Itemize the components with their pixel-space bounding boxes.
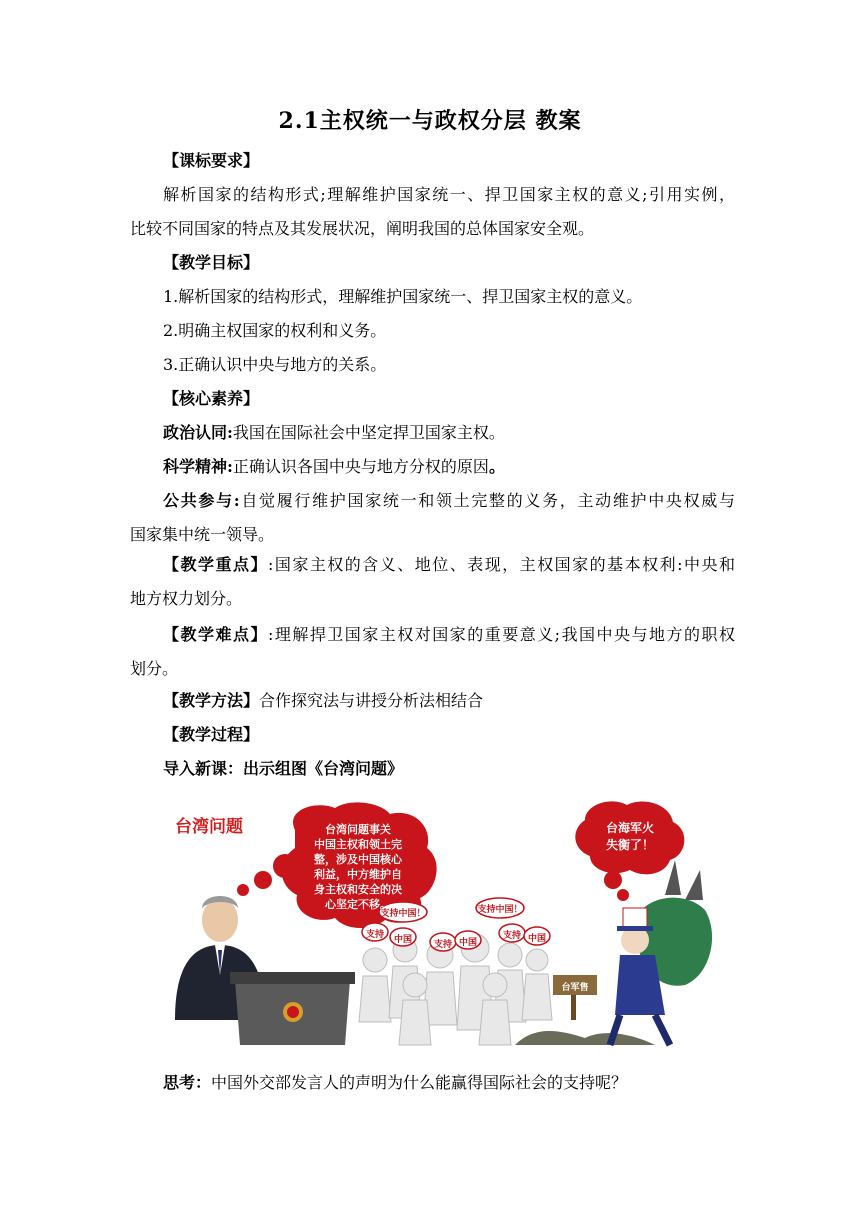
goal-item-3: 3.正确认识中央与地方的关系。 — [163, 355, 387, 374]
literacy-political — [163, 416, 735, 450]
crowd-sign-8: 中国 — [527, 934, 546, 944]
literacy-public-label: 公共参与: — [163, 491, 240, 510]
bubble-right-line-1: 台海军火 — [605, 821, 654, 835]
bubble-left-line-1: 台湾问题事关 — [325, 823, 391, 836]
think-label: 思考： — [163, 1073, 212, 1092]
bubble-left-line-5: 身主权和安全的决 — [314, 883, 402, 896]
literacy-public-cont: 国家集中统一领导。 — [130, 525, 275, 544]
key-points — [163, 548, 735, 582]
bubble-left-line-4: 利益，中方维护自 — [314, 868, 402, 881]
crowd-sign-6: 支持中国！ — [477, 905, 523, 915]
literacy-public — [163, 484, 735, 518]
bubble-left-line-2: 中国主权和领土完 — [314, 838, 402, 851]
key-points-text: :国家主权的含义、地位、表现，主权国家的基本权利:中央和 — [267, 555, 735, 574]
intro-line: 导入新课：出示组图《台湾问题》 — [163, 759, 404, 778]
key-points-label: 【教学重点】 — [163, 555, 268, 574]
difficult-points-text: :理解捍卫国家主权对国家的重要意义;我国中央与地方的职权 — [267, 625, 735, 644]
crowd-sign-7: 支持 — [502, 931, 521, 941]
bubble-left-line-6: 心坚定不移。 — [325, 898, 391, 911]
literacy-science-text: 正确认识各国中央与地方分权的原因 — [232, 457, 489, 476]
crowd-sign-3: 中国 — [393, 935, 412, 945]
difficult-points — [163, 618, 735, 652]
key-points-cont: 地方权力划分。 — [130, 589, 243, 608]
goal-item-2: 2.明确主权国家的权利和义务。 — [163, 321, 387, 340]
section-heading-goals: 【教学目标】 — [163, 253, 260, 272]
literacy-political-text: 我国在国际社会中坚定捍卫国家主权。 — [232, 423, 505, 442]
bubble-left-line-3: 整，涉及中国核心 — [314, 853, 402, 866]
section-heading-process: 【教学过程】 — [163, 725, 260, 744]
crowd-sign-2: 支持 — [365, 930, 384, 940]
taiwan-issue-illustration — [165, 800, 725, 1060]
page-title: 2.1主权统一与政权分层 教案 — [278, 108, 582, 134]
literacy-political-label: 政治认同: — [163, 423, 233, 442]
section-heading-literacy: 【核心素养】 — [163, 389, 260, 408]
section-heading-curriculum: 【课标要求】 — [163, 151, 260, 170]
difficult-points-label: 【教学难点】 — [163, 625, 268, 644]
think-question — [163, 1066, 735, 1100]
paragraph-curriculum-line2: 比较不同国家的特点及其发展状况，阐明我国的总体国家安全观。 — [130, 219, 595, 238]
literacy-science-label: 科学精神: — [163, 457, 233, 476]
think-text: 中国外交部发言人的声明为什么能赢得国际社会的支持呢？ — [211, 1073, 628, 1092]
bubble-left-text — [293, 822, 423, 912]
arms-sale-board: 台军售 — [561, 983, 589, 993]
goal-item-1: 1.解析国家的结构形式，理解维护国家统一、捍卫国家主权的意义。 — [163, 287, 643, 306]
teaching-method-label: 【教学方法】 — [163, 691, 260, 710]
teaching-method-text: 合作探究法与讲授分析法相结合 — [259, 691, 484, 710]
bubble-right-text — [585, 820, 675, 854]
literacy-public-text: 自觉履行维护国家统一和领土完整的义务，主动维护中央权威与 — [239, 491, 735, 510]
paragraph-curriculum-line1: 解析国家的结构形式;理解维护国家统一、捍卫国家主权的意义;引用实例， — [163, 185, 735, 204]
crowd-sign-1: 支持中国！ — [380, 909, 426, 919]
crowd-sign-4: 支持 — [433, 940, 452, 950]
difficult-points-cont: 划分。 — [130, 659, 179, 678]
literacy-science-end: 。 — [488, 457, 505, 476]
bubble-right-line-2: 失衡了！ — [605, 838, 654, 852]
crowd-sign-5: 中国 — [458, 938, 477, 948]
teaching-method — [163, 684, 735, 718]
illustration-title: 台湾问题 — [175, 817, 243, 837]
literacy-science — [163, 450, 735, 484]
